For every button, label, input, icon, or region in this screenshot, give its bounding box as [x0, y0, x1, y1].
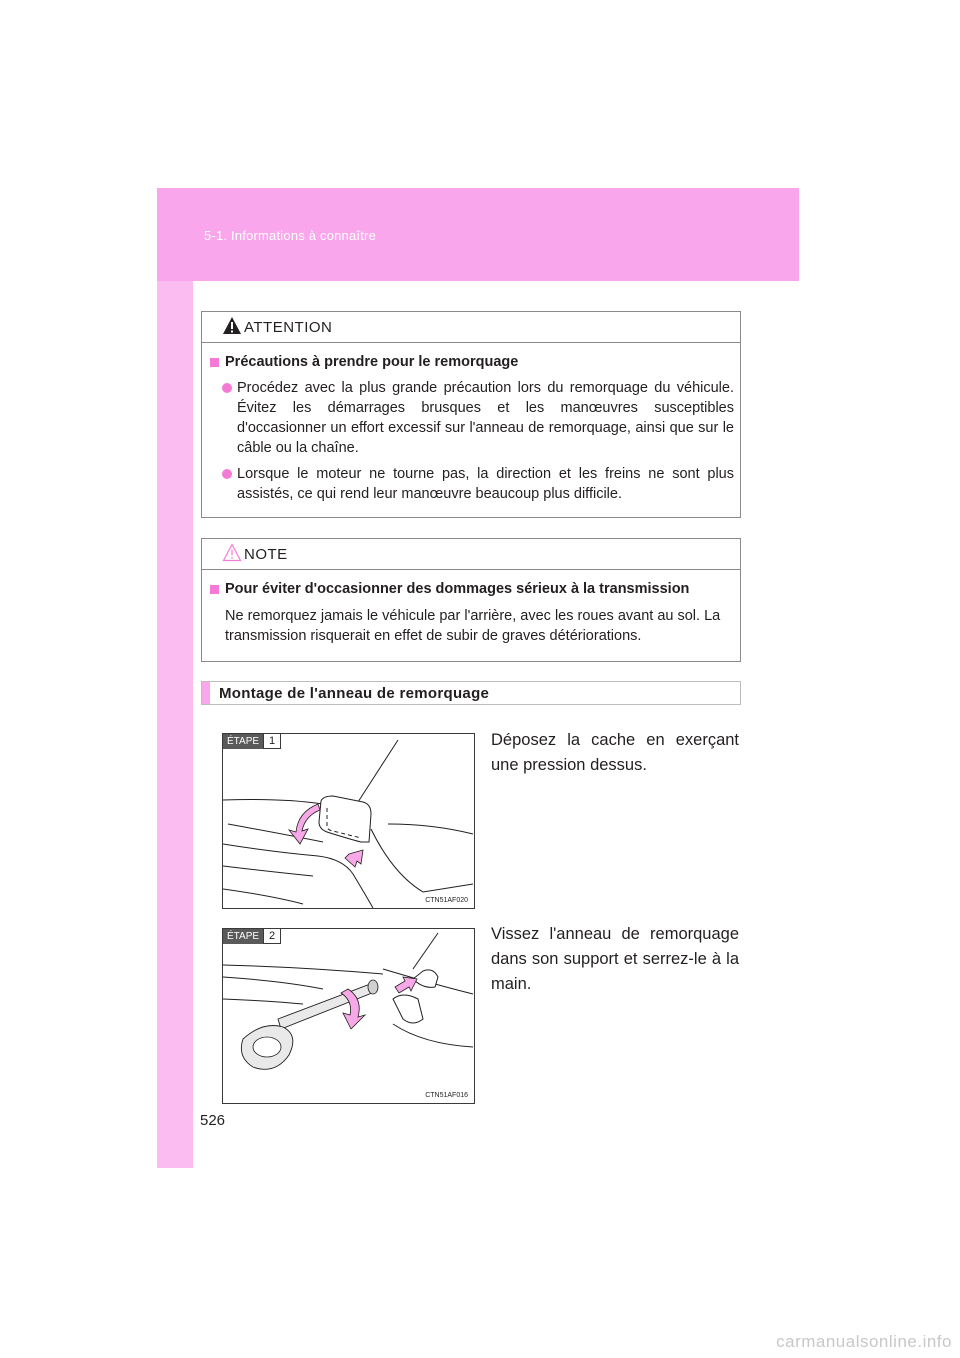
step-2-text: Vissez l'anneau de remorquage dans son support et serrez-le à la main. — [491, 925, 739, 993]
step-2-badge: ÉTAPE 2 — [223, 929, 281, 944]
page-margin-strip — [157, 188, 193, 1168]
figure-code: CTN51AF020 — [425, 897, 468, 904]
note-header — [202, 539, 740, 570]
attention-subhead: Précautions à prendre pour le remorquage — [210, 352, 734, 372]
step-1-text: Déposez la cache en exerçant une pression dessus. — [491, 731, 739, 774]
step-1-badge: ÉTAPE 1 — [223, 734, 281, 749]
note-text: Ne remorquez jamais le véhicule par l'arrière, avec les roues avant au sol. La transmission risquerait en effet de subir de graves détériorations. — [225, 608, 721, 644]
attention-bullet: Procédez avec la plus grande précaution lors du remorquage du véhicule. Évitez les démarrages brusques et les manœuvres susceptibles d'occasionner un effort excessif sur l'anneau de remorquage, ainsi que sur le câble ou la chaîne. — [210, 378, 734, 458]
attention-label: ATTENTION — [244, 319, 333, 336]
section-heading — [201, 681, 741, 705]
round-bullet-icon — [222, 383, 232, 393]
step-2-figure — [222, 928, 475, 1104]
step-1-figure — [222, 733, 475, 909]
watermark: carmanualsonline.info — [776, 1332, 952, 1351]
note-label: NOTE — [244, 546, 288, 563]
page-number: 526 — [200, 1112, 226, 1129]
section-accent — [202, 682, 210, 704]
round-bullet-icon — [222, 469, 232, 479]
figure-code: CTN51AF016 — [425, 1092, 468, 1099]
attention-header — [202, 312, 740, 343]
square-bullet-icon — [210, 358, 219, 367]
square-bullet-icon — [210, 585, 219, 594]
attention-box — [201, 311, 741, 518]
caution-outline-icon — [222, 543, 242, 562]
attention-bullet: Lorsque le moteur ne tourne pas, la direction et les freins ne sont plus assistés, ce qui rend leur manœuvre beaucoup plus difficile. — [210, 464, 734, 504]
section-title: Montage de l'anneau de remorquage — [219, 684, 490, 702]
note-subhead: Pour éviter d'occasionner des dommages sérieux à la transmission — [210, 579, 734, 599]
cover-removal-illustration — [223, 734, 474, 908]
warning-icon — [222, 316, 242, 335]
tow-hook-illustration — [223, 929, 474, 1103]
note-box — [201, 538, 741, 662]
chapter-title: 5-1. Informations à connaître — [204, 228, 377, 243]
